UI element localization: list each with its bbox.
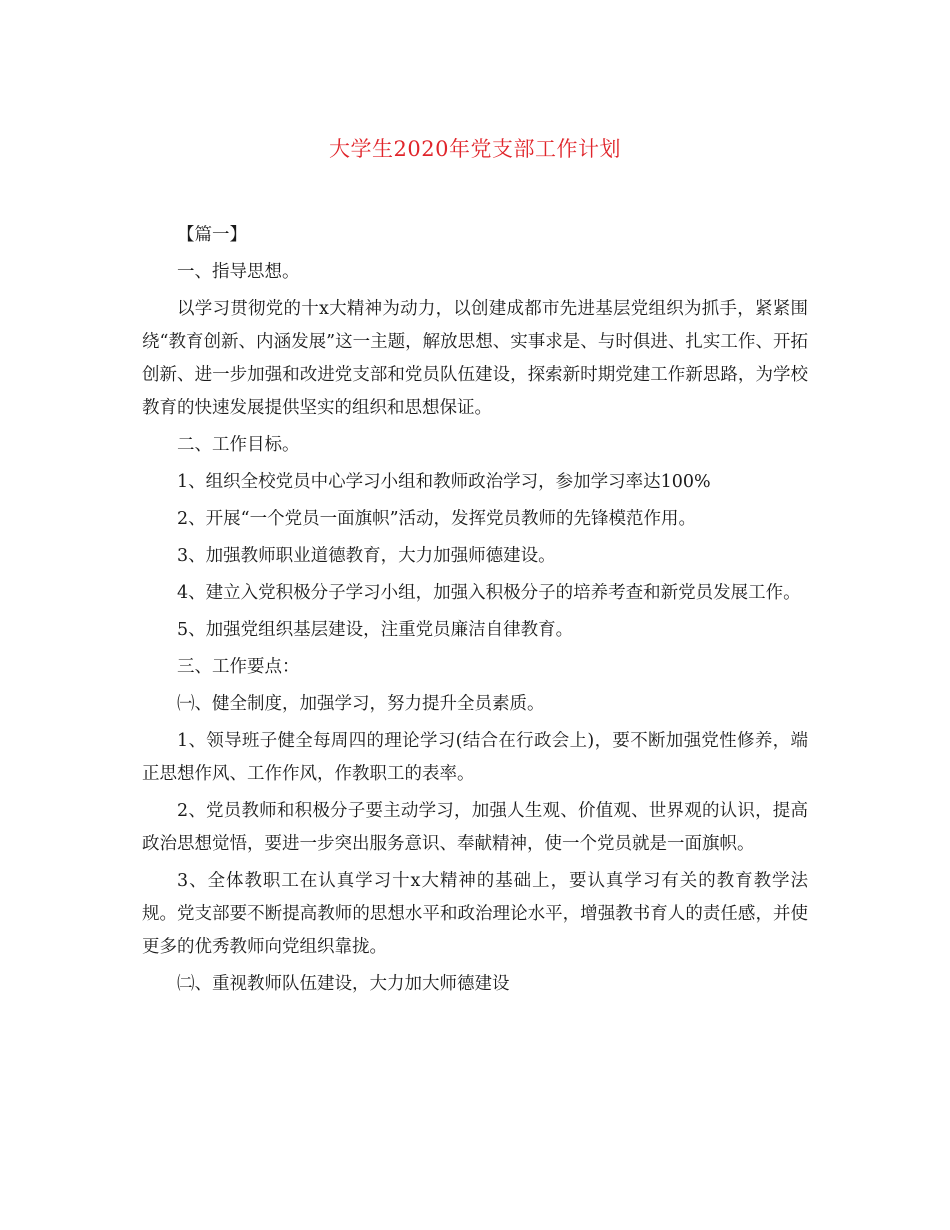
subheading-teacher-team: ㈡、重视教师队伍建设，大力加大师德建设 bbox=[177, 974, 510, 994]
goal-item-4: 4、建立入党积极分子学习小组，加强入积极分子的培养考查和新党员发展工作。 bbox=[177, 583, 801, 603]
heading-work-goals: 二、工作目标。 bbox=[177, 435, 300, 455]
document-title: 大学生2020年党支部工作计划 bbox=[329, 137, 621, 161]
section-label: 【篇一】 bbox=[177, 225, 247, 245]
goal-item-5: 5、加强党组织基层建设，注重党员廉洁自律教育。 bbox=[177, 620, 574, 640]
subheading-system-study: ㈠、健全制度，加强学习，努力提升全员素质。 bbox=[177, 694, 545, 714]
point-item-3: 3、全体教职工在认真学习十x大精神的基础上，要认真学习有关的教育教学法规。党支部要不断提高教师的思想水平和政治理论水平，增强教书育人的责任感，并使更多的优秀教师向党组织靠拢。 bbox=[142, 871, 808, 957]
heading-guiding-ideology: 一、指导思想。 bbox=[177, 262, 300, 282]
goal-item-3: 3、加强教师职业道德教育，大力加强师德建设。 bbox=[177, 546, 556, 566]
document-body bbox=[142, 219, 808, 1001]
goal-item-1: 1、组织全校党员中心学习小组和教师政治学习，参加学习率达100% bbox=[177, 472, 711, 492]
heading-work-points: 三、工作要点： bbox=[177, 657, 300, 677]
point-item-1: 1、领导班子健全每周四的理论学习(结合在行政会上)，要不断加强党性修养，端正思想作风、工作作风，作教职工的表率。 bbox=[142, 731, 808, 784]
paragraph-guiding-ideology: 以学习贯彻党的十x大精神为动力，以创建成都市先进基层党组织为抓手，紧紧围绕“教育创新、内涵发展”这一主题，解放思想、实事求是、与时俱进、扎实工作、开拓创新、进一步加强和改进党支部和党员队伍建设，探索新时期党建工作新思路，为学校教育的快速发展提供坚实的组织和思想保证。 bbox=[142, 299, 808, 418]
point-item-2: 2、党员教师和积极分子要主动学习，加强人生观、价值观、世界观的认识，提高政治思想觉悟，要进一步突出服务意识、奉献精神，使一个党员就是一面旗帜。 bbox=[142, 801, 808, 854]
goal-item-2: 2、开展“一个党员一面旗帜”活动，发挥党员教师的先锋模范作用。 bbox=[177, 509, 697, 529]
